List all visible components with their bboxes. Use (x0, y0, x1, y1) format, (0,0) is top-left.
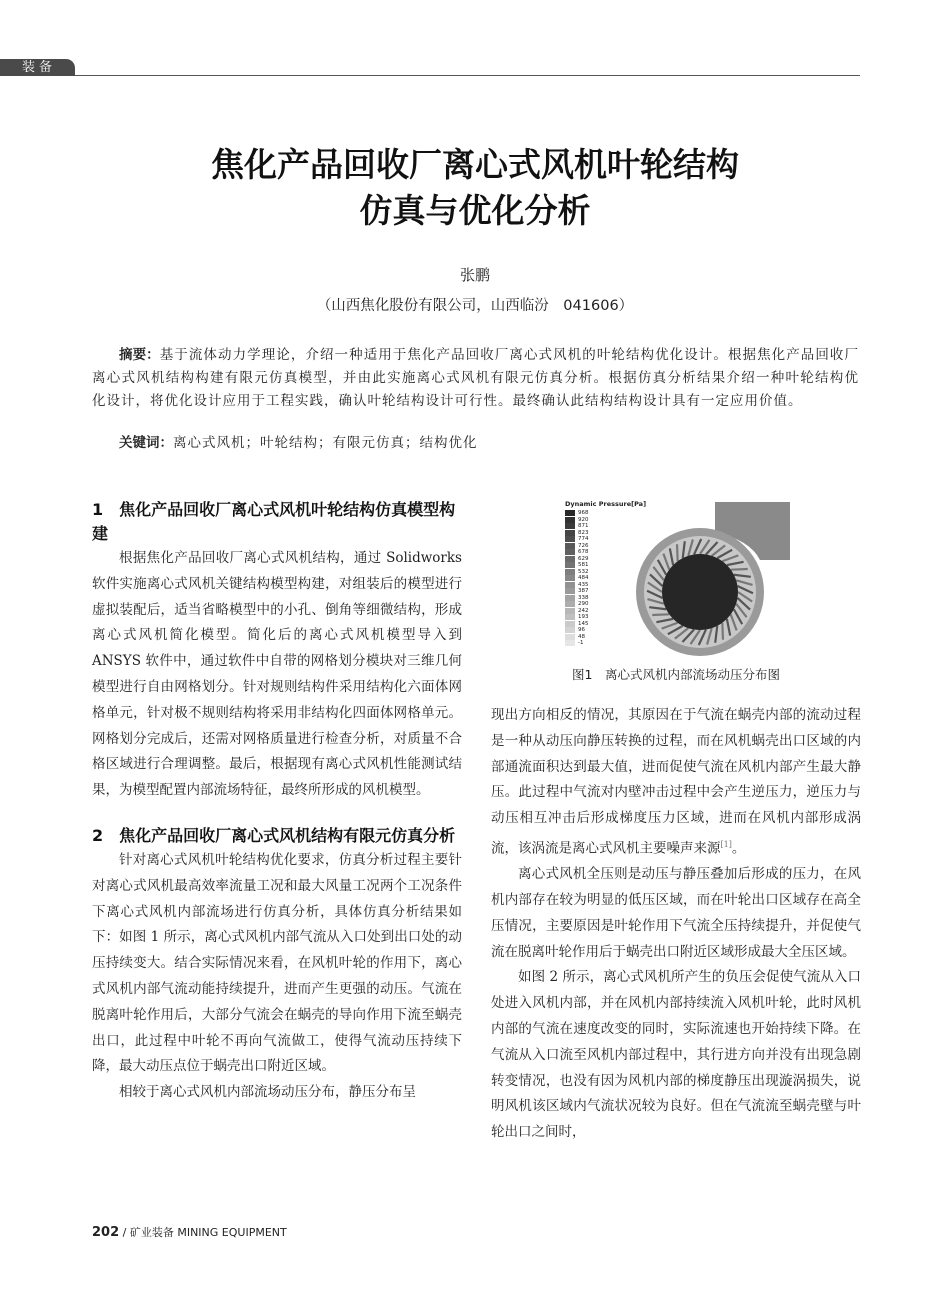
figure-1-caption: 图1 离心式风机内部流场动压分布图 (572, 667, 780, 682)
legend-swatch (565, 634, 575, 640)
author: 张鹏 (459, 266, 490, 284)
legend-swatch (565, 556, 575, 562)
legend-value: 435 (578, 581, 589, 588)
legend-value: 48 (578, 633, 585, 640)
keywords (119, 432, 478, 455)
right-paragraph-1-text: 现出方向相反的情况，其原因在于气流在蜗壳内部的流动过程是一种从动压向静压转换的过程，而在风机蜗壳出口区域的内部通流面积达到最大值，进而促使气流在风机内部产生最大静压。此过程中气流对内壁冲击过程中会产生逆压力，逆压力与动压相互冲击后形成梯度压力区域，进而在风机内部形成涡流，该涡流是离心式风机主要噪声来源 (491, 707, 861, 857)
legend-value: -1 (578, 640, 584, 647)
legend-swatch (565, 575, 575, 581)
affiliation: （山西焦化股份有限公司，山西临汾 041606） (316, 298, 634, 314)
legend-swatch (565, 627, 575, 633)
legend-swatch (565, 517, 575, 523)
legend-swatch (565, 562, 575, 568)
legend-value: 532 (578, 568, 589, 575)
reference-1: [1] (720, 839, 732, 849)
journal-name: / 矿业装备 MINING EQUIPMENT (119, 1226, 287, 1239)
legend-value: 96 (578, 627, 585, 634)
legend-value: 871 (578, 523, 589, 530)
legend-swatch (565, 640, 575, 646)
legend-value: 629 (578, 555, 589, 562)
legend-value: 774 (578, 536, 589, 543)
header-rule (75, 75, 860, 76)
left-column (92, 498, 462, 1106)
legend-swatch (565, 569, 575, 575)
legend-value: 387 (578, 588, 589, 595)
legend-value: 145 (578, 620, 589, 627)
legend-swatch (565, 549, 575, 555)
legend-swatch (565, 536, 575, 542)
impeller-blade (677, 544, 678, 561)
legend-swatch (565, 601, 575, 607)
right-paragraph-1-end: 。 (731, 840, 746, 857)
right-column (491, 703, 861, 1146)
legend-value: 290 (578, 601, 589, 608)
legend-value: 581 (578, 562, 589, 569)
title-line-1: 焦化产品回收厂离心式风机叶轮结构 (211, 145, 739, 184)
legend-swatch (565, 582, 575, 588)
legend-swatch (565, 595, 575, 601)
abstract-text: 基于流体动力学理论，介绍一种适用于焦化产品回收厂离心式风机的叶轮结构优化设计。根据焦化产品回收厂离心式风机结构构建有限元仿真模型，并由此实施离心式风机有限元仿真分析。根据仿真分析结果介绍一种叶轮结构优化设计，将优化设计应用于工程实践，确认叶轮结构设计可行性。最终确认此结构结构设计具有一定应用价值。 (92, 347, 860, 409)
legend (565, 510, 605, 647)
impeller-blade (731, 569, 748, 570)
legend-value: 193 (578, 614, 589, 621)
legend-swatch (565, 614, 575, 620)
legend-swatch (565, 608, 575, 614)
section-1-paragraph: 根据焦化产品回收厂离心式风机结构，通过 Solidworks 软件实施离心式风机关键结构模型构建，对组装后的模型进行虚拟装配后，适当省略模型中的小孔、倒角等细微结构，形成离心式风机简化模型。简化后的离心式风机模型导入到 ANSYS 软件中，通过软件中自带的网格划分模块对三维几何模型进行自由网格划分。针对规则结构件采用结构化六面体网格单元，针对极不规则结构将采用非结构化四面体网格单元。网格划分完成后，还需对网格质量进行检查分析，对质量不合格区域进行合理调整。最后，根据现有离心式风机性能测试结果，为模型配置内部流场特征，最终所形成的风机模型。 (92, 550, 462, 799)
legend-value: 678 (578, 549, 589, 556)
right-paragraph-1 (491, 703, 861, 862)
abstract-label: 摘要： (119, 347, 160, 363)
abstract (92, 344, 859, 413)
legend-swatch (565, 543, 575, 549)
legend-value: 242 (578, 607, 589, 614)
fan-pressure-plot (610, 500, 793, 660)
impeller-blade (722, 623, 723, 640)
impeller-blade (652, 614, 669, 615)
legend-value: 920 (578, 516, 589, 523)
legend-value: 823 (578, 529, 589, 536)
right-paragraph-3: 如图 2 所示，离心式风机所产生的负压会促使气流从入口处进入风机内部，并在风机内部持续流入风机叶轮，此时风机内部的气流在速度改变的同时，实际流速也开始持续下降。在气流从入口流至风机内部过程中，其行进方向并没有出现急剧转变情况，也没有因为风机内部的梯度静压出现漩涡损失，说明风机该区域内气流状况较为良好。但在气流流至蜗壳壁与叶轮出口之间时， (491, 969, 861, 1141)
section-label: 装备 (22, 60, 57, 75)
legend-value: 726 (578, 542, 589, 549)
section-1-heading: 1 焦化产品回收厂离心式风机叶轮结构仿真模型构建 (92, 500, 456, 543)
title-line-2: 仿真与优化分析 (359, 191, 591, 230)
legend-title: Dynamic Pressure[Pa] (565, 500, 647, 508)
section-2-paragraph-2: 相较于离心式风机内部流场动压分布，静压分布呈 (119, 1084, 416, 1101)
impeller-hub (662, 554, 738, 630)
section-2-heading: 2 焦化产品回收厂离心式风机结构有限元仿真分析 (92, 825, 456, 845)
keywords-text: 离心式风机；叶轮结构；有限元仿真；结构优化 (173, 435, 478, 451)
legend-swatch (565, 588, 575, 594)
legend-value: 338 (578, 594, 589, 601)
legend-value: 968 (578, 510, 589, 517)
page-number: 202 (92, 1225, 120, 1240)
right-paragraph-2: 离心式风机全压则是动压与静压叠加后形成的压力，在风机内部存在较为明显的低压区域，而在叶轮出口区域存在高全压情况，主要原因是叶轮作用下气流全压持续提升，并促使气流在脱离叶轮作用后于蜗壳出口附近区域形成最大全压区域。 (491, 866, 861, 960)
legend-swatch (565, 523, 575, 529)
legend-swatch (565, 510, 575, 516)
figure-1 (565, 500, 793, 660)
legend-swatch (565, 621, 575, 627)
legend-swatch (565, 530, 575, 536)
legend-entry (565, 640, 605, 647)
legend-value: 484 (578, 575, 589, 582)
footer (92, 1224, 287, 1240)
section-2-paragraph-1: 针对离心式风机叶轮结构优化要求，仿真分析过程主要针对离心式风机最高效率流量工况和最大风量工况两个工况条件下离心式风机内部流场进行仿真分析，具体仿真分析结果如下：如图 1 所示，离心式风机内部气流从入口处到出口处的动压持续变大。结合实际情况来看，在风机叶轮的作用下，离心式风机内部气流动能持续提升，进而产生更强的动压。气流在脱离叶轮作用后，大部分气流会在蜗壳的导向作用下流至蜗壳出口，此过程中叶轮不再向气流做工，使得气流动压持续下降，最大动压点位于蜗壳出口附近区域。 (92, 851, 462, 1075)
keywords-label: 关键词： (119, 435, 173, 451)
